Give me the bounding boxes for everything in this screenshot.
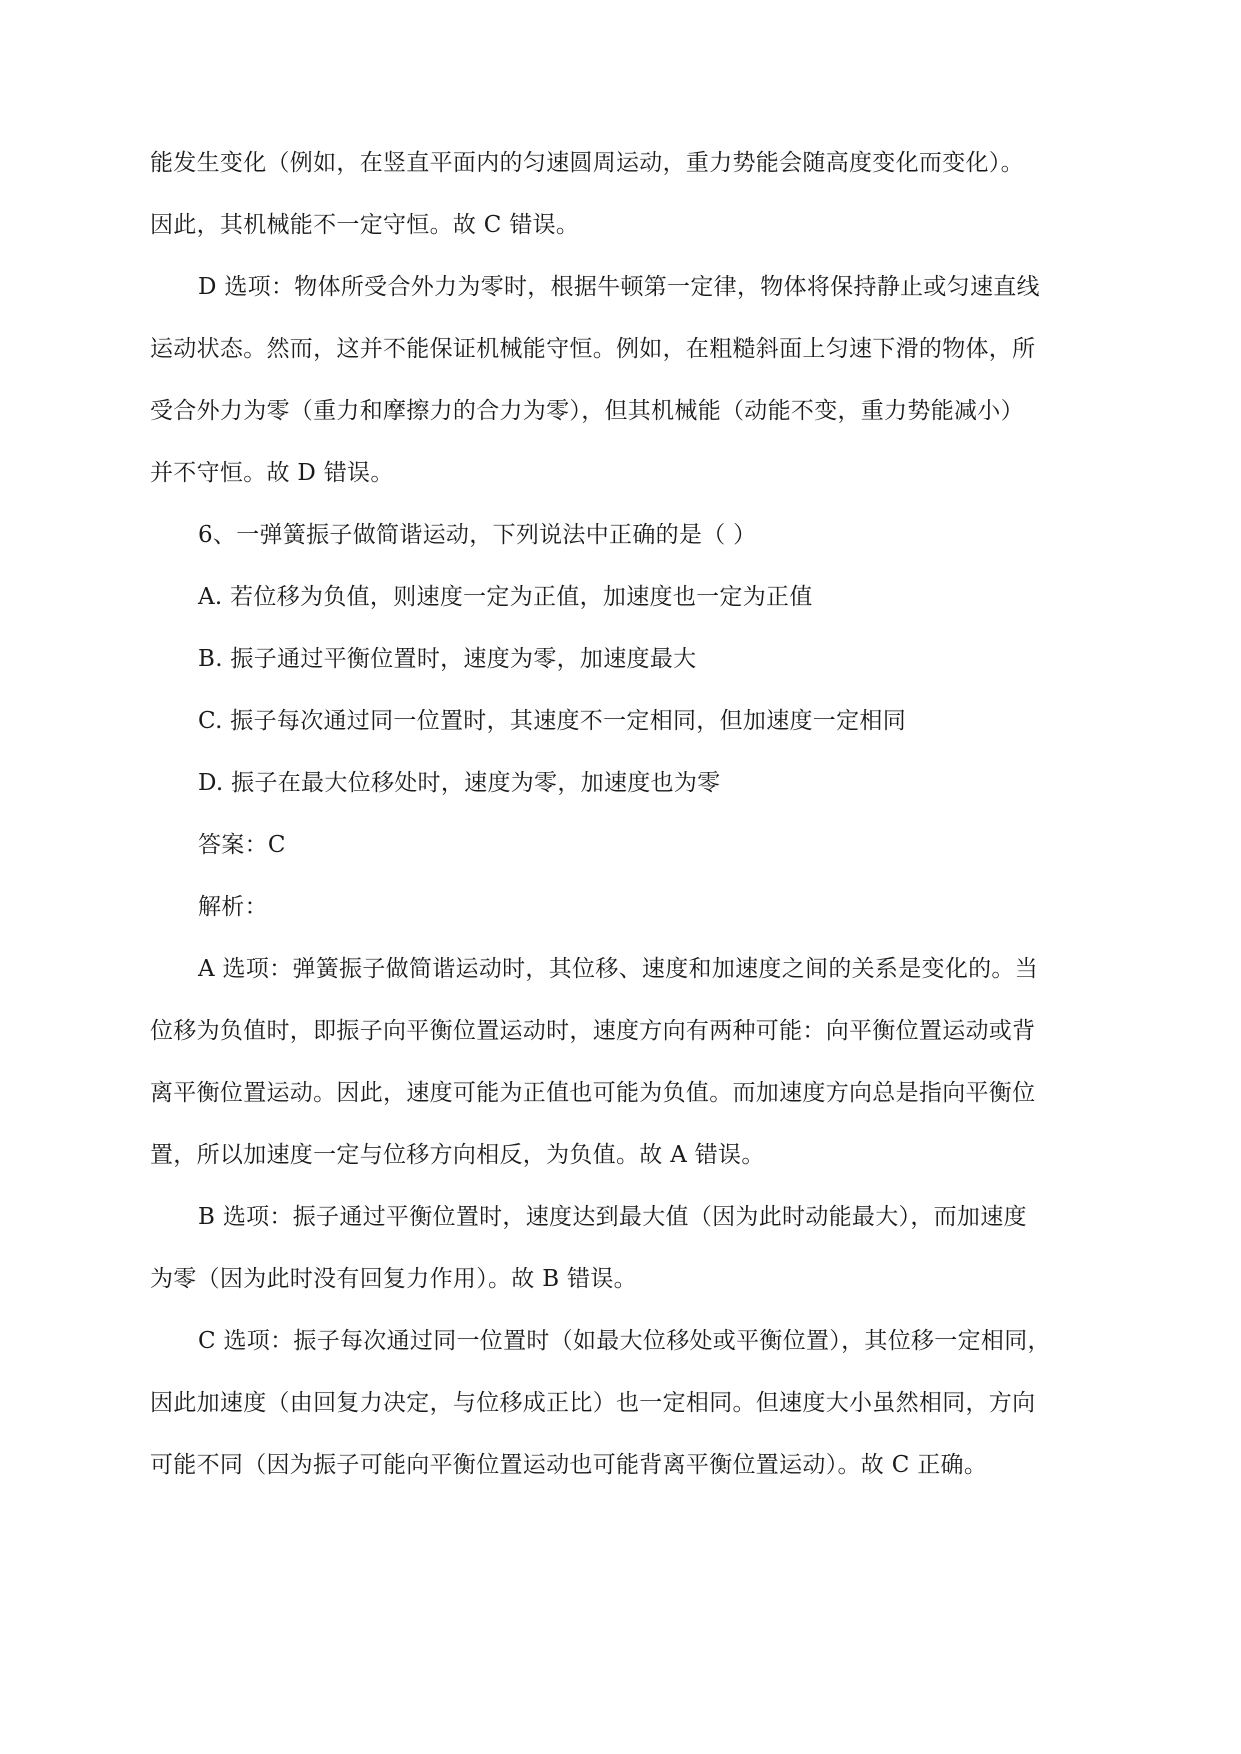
- text-line: 受合外力为零（重力和摩擦力的合力为零），但其机械能（动能不变，重力势能减小）: [150, 398, 1024, 424]
- text-line: 可能不同（因为振子可能向平衡位置运动也可能背离平衡位置运动）。故 C 正确。: [150, 1452, 988, 1478]
- text-line: 运动状态。然而，这并不能保证机械能守恒。例如，在粗糙斜面上匀速下滑的物体，所: [150, 336, 1036, 362]
- text-line: 置，所以加速度一定与位移方向相反，为负值。故 A 错误。: [150, 1142, 765, 1168]
- option-a: A. 若位移为负值，则速度一定为正值，加速度也一定为正值: [198, 584, 813, 610]
- text-line: C 选项：振子每次通过同一位置时（如最大位移处或平衡位置），其位移一定相同，: [198, 1328, 1051, 1354]
- text-line: B 选项：振子通过平衡位置时，速度达到最大值（因为此时动能最大），而加速度: [198, 1204, 1027, 1230]
- text-line: A 选项：弹簧振子做简谐运动时，其位移、速度和加速度之间的关系是变化的。当: [198, 956, 1039, 982]
- question-stem: 6、一弹簧振子做简谐运动，下列说法中正确的是（ ）: [198, 522, 757, 548]
- text-line: D 选项：物体所受合外力为零时，根据牛顿第一定律，物体将保持静止或匀速直线: [198, 274, 1040, 300]
- text-line: 为零（因为此时没有回复力作用）。故 B 错误。: [150, 1266, 637, 1292]
- option-b: B. 振子通过平衡位置时，速度为零，加速度最大: [198, 646, 697, 672]
- text-line: 因此加速度（由回复力决定，与位移成正比）也一定相同。但速度大小虽然相同，方向: [150, 1390, 1036, 1416]
- option-c: C. 振子每次通过同一位置时，其速度不一定相同，但加速度一定相同: [198, 708, 906, 734]
- text-line: 能发生变化（例如，在竖直平面内的匀速圆周运动，重力势能会随高度变化而变化）。: [150, 150, 1024, 176]
- option-d: D. 振子在最大位移处时，速度为零，加速度也为零: [198, 770, 721, 796]
- text-line: 并不守恒。故 D 错误。: [150, 460, 394, 486]
- text-line: 因此，其机械能不一定守恒。故 C 错误。: [150, 212, 580, 238]
- analysis-heading: 解析：: [198, 894, 268, 920]
- answer-line: 答案：C: [198, 832, 286, 858]
- text-line: 位移为负值时，即振子向平衡位置运动时，速度方向有两种可能：向平衡位置运动或背: [150, 1018, 1036, 1044]
- text-line: 离平衡位置运动。因此，速度可能为正值也可能为负值。而加速度方向总是指向平衡位: [150, 1080, 1036, 1106]
